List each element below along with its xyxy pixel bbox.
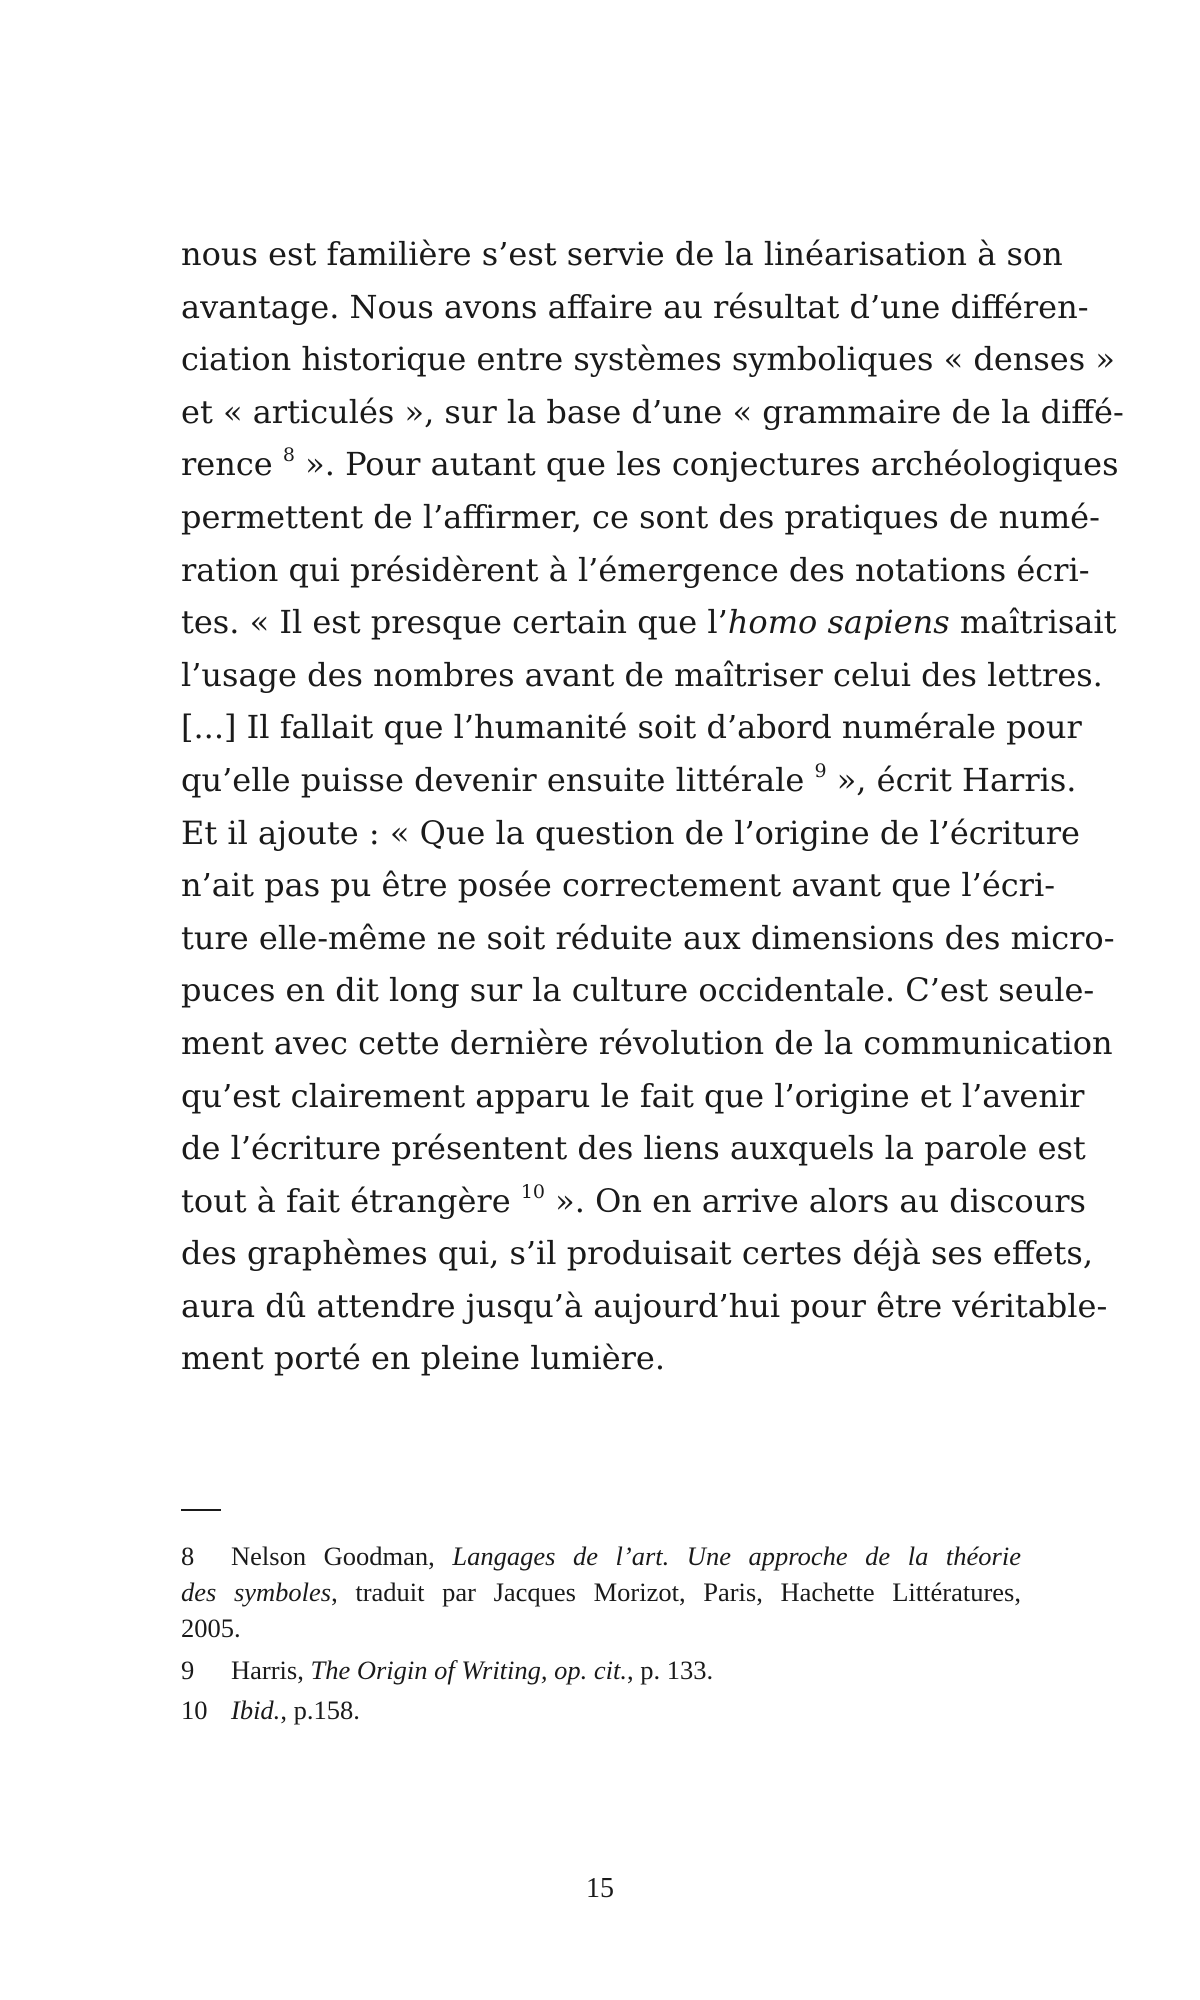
body-line: Et il ajoute : « Que la question de l’origine de l’écriture — [181, 813, 1080, 852]
footnote-10 — [181, 1692, 1021, 1728]
footnote-ref-10[interactable]: 10 — [520, 1180, 545, 1203]
body-line: aura dû attendre jusqu’à aujourd’hui pour être véritable- — [181, 1286, 1108, 1325]
body-line — [181, 754, 1077, 807]
footnote-number: 10 — [181, 1695, 208, 1725]
body-line: ment porté en pleine lumière. — [181, 1339, 666, 1378]
footnote-line — [181, 1574, 1021, 1610]
body-line: permettent de l’affirmer, ce sont des pratiques de numé- — [181, 497, 1100, 536]
footnote-8 — [181, 1538, 1021, 1646]
footnote-line — [181, 1538, 1021, 1574]
body-line — [181, 1175, 1086, 1228]
footnote-text: , p.158. — [280, 1695, 360, 1725]
text-run: tout à fait étrangère — [181, 1181, 521, 1220]
footnote-title: The Origin of Writing, op. cit. — [310, 1655, 628, 1685]
body-line: de l’écriture présentent des liens auxquels la parole est — [181, 1129, 1086, 1168]
body-line: et « articulés », sur la base d’une « grammaire de la diffé- — [181, 392, 1124, 431]
page-number: 15 — [586, 1873, 614, 1904]
body-line — [181, 596, 1117, 649]
footnotes — [181, 1538, 1021, 1728]
body-line: ment avec cette dernière révolution de la communication — [181, 1023, 1113, 1062]
footnote-author: Nelson Goodman, — [231, 1541, 453, 1571]
body-line: avantage. Nous avons affaire au résultat d’une différen- — [181, 287, 1089, 326]
footnote-separator — [181, 1509, 221, 1511]
footnote-line — [181, 1692, 1021, 1728]
text-run: », écrit Harris. — [826, 760, 1077, 799]
body-line: des graphèmes qui, s’il produisait certes déjà ses effets, — [181, 1234, 1093, 1273]
body-line: qu’est clairement apparu le fait que l’origine et l’avenir — [181, 1076, 1085, 1115]
text-run: rence — [181, 445, 283, 484]
text-run: maîtrisait — [949, 603, 1117, 642]
footnote-ref-9[interactable]: 9 — [814, 759, 827, 782]
footnote-ref-8[interactable]: 8 — [282, 444, 295, 467]
body-text — [181, 228, 1124, 1385]
body-line: nous est familière s’est servie de la linéarisation à son — [181, 235, 1063, 273]
body-line: n’ait pas pu être posée correctement avant que l’écri- — [181, 866, 1056, 905]
footnote-9 — [181, 1652, 1021, 1688]
body-line: ration qui présidèrent à l’émergence des notations écri- — [181, 550, 1090, 589]
text-run: ». Pour autant que les conjectures archéologiques — [294, 445, 1119, 484]
footnote-text: , p. 133. — [627, 1655, 714, 1685]
body-line: puces en dit long sur la culture occidentale. C’est seule- — [181, 971, 1095, 1010]
body-line: [...] Il fallait que l’humanité soit d’abord numérale pour — [181, 708, 1082, 747]
body-line: ture elle-même ne soit réduite aux dimensions des micro- — [181, 918, 1115, 957]
footnote-title: Langages de l’art. Une approche de la théorie — [452, 1541, 1021, 1571]
footnote-title: des symboles — [181, 1577, 332, 1607]
footnote-author: Harris, — [231, 1655, 311, 1685]
italic-term: homo sapiens — [727, 603, 950, 642]
text-run: tes. « Il est presque certain que l’ — [181, 603, 728, 642]
body-line: ciation historique entre systèmes symboliques « denses » — [181, 340, 1115, 379]
footnote-text: , traduit par Jacques Morizot, Paris, Hachette Littératures, — [331, 1577, 1021, 1607]
text-run: ». On en arrive alors au discours — [545, 1181, 1086, 1220]
footnote-title: Ibid. — [231, 1695, 281, 1725]
footnote-line — [181, 1652, 1021, 1688]
body-line: l’usage des nombres avant de maîtriser celui des lettres. — [181, 655, 1103, 694]
footnote-number: 9 — [181, 1655, 195, 1685]
footnote-line: 2005. — [181, 1613, 241, 1643]
text-run: qu’elle puisse devenir ensuite littérale — [181, 760, 815, 799]
body-line — [181, 438, 1119, 491]
footnote-number: 8 — [181, 1541, 195, 1571]
